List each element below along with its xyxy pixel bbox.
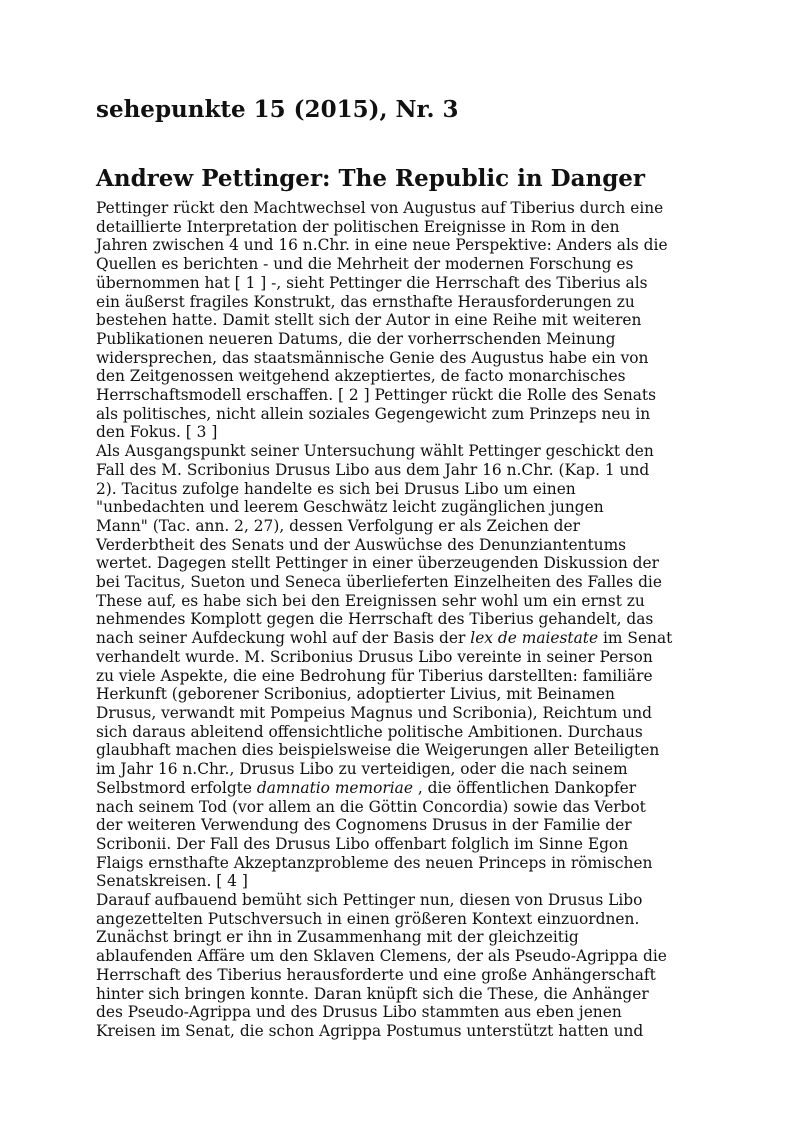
body-line: übernommen hat [ 1 ] -, sieht Pettinger die Herrschaft des Tiberius als: [96, 273, 648, 292]
body-line: glaubhaft machen dies beispielsweise die Weigerungen aller Beteiligten: [96, 741, 660, 760]
body-line: der weiteren Verwendung des Cognomens Drusus in der Familie der: [96, 816, 632, 835]
body-line: wertet. Dagegen stellt Pettinger in einer überzeugenden Diskussion der: [96, 554, 659, 573]
body-line: Mann" (Tac. ann. 2, 27), dessen Verfolgung er als Zeichen der: [96, 516, 580, 535]
body-line: Verderbtheit des Senats und der Auswüchse des Denunziantentums: [96, 535, 627, 554]
body-line: als politisches, nicht allein soziales Gegengewicht zum Prinzeps neu in: [96, 404, 651, 423]
article-title: Andrew Pettinger: The Republic in Danger: [96, 165, 646, 192]
body-line: Flaigs ernsthafte Akzeptanzprobleme des neuen Princeps in römischen: [96, 853, 653, 872]
body-line: ablaufenden Affäre um den Sklaven Clemens, der als Pseudo-Agrippa die: [96, 947, 667, 966]
body-line: Pettinger rückt den Machtwechsel von Augustus auf Tiberius durch eine: [96, 199, 664, 217]
body-line-segment: , die öffentlichen Dankopfer: [412, 778, 637, 797]
body-line: widersprechen, das staatsmännische Genie des Augustus habe ein von: [96, 348, 649, 367]
body-line: Scribonii. Der Fall des Drusus Libo offenbart folglich im Sinne Egon: [96, 834, 629, 853]
body-line: detaillierte Interpretation der politischen Ereignisse in Rom in den: [96, 217, 620, 236]
body-line: Quellen es berichten - und die Mehrheit der modernen Forschung es: [96, 255, 634, 274]
body-line: Fall des M. Scribonius Drusus Libo aus dem Jahr 16 n.Chr. (Kap. 1 und: [96, 460, 650, 479]
body-line: ein äußerst fragiles Konstrukt, das ernsthafte Herausforderungen zu: [96, 292, 635, 311]
body-line: "unbedachten und leerem Geschwätz leicht zugänglichen jungen: [96, 498, 604, 517]
journal-title: sehepunkte 15 (2015), Nr. 3: [96, 96, 459, 123]
body-line: im Jahr 16 n.Chr., Drusus Libo zu verteidigen, oder die nach seinem: [96, 760, 628, 779]
body-line-segment: im Senat: [598, 629, 673, 648]
body-line: bestehen hatte. Damit stellt sich der Autor in eine Reihe mit weiteren: [96, 311, 642, 330]
body-line: Senatskreisen. [ 4 ]: [96, 872, 248, 891]
body-line: Darauf aufbauend bemüht sich Pettinger nun, diesen von Drusus Libo: [96, 891, 643, 910]
document-page: [96, 94, 716, 1041]
body-line: zu viele Aspekte, die eine Bedrohung für Tiberius darstellten: familiäre: [96, 666, 653, 685]
body-line: Herrschaft des Tiberius herausforderte und eine große Anhängerschaft: [96, 965, 656, 984]
body-line: angezettelten Putschversuch in einen größeren Kontext einzuordnen.: [96, 909, 640, 928]
body-line: bei Tacitus, Sueton und Seneca überlieferten Einzelheiten des Falles die: [96, 573, 662, 592]
body-line: 2). Tacitus zufolge handelte es sich bei Drusus Libo um einen: [96, 479, 576, 498]
italic-term-lex-de-maiestate: lex de maiestate: [470, 629, 599, 648]
body-line: hinter sich bringen konnte. Daran knüpft sich die These, die Anhänger: [96, 984, 649, 1003]
body-line: verhandelt wurde. M. Scribonius Drusus Libo vereinte in seiner Person: [96, 647, 653, 666]
body-line: Herrschaftsmodell erschaffen. [ 2 ] Pettinger rückt die Rolle des Senats: [96, 386, 656, 405]
body-line: des Pseudo-Agrippa und des Drusus Libo stammten aus eben jenen: [96, 1003, 622, 1022]
body-line: [96, 779, 716, 798]
body-line: Jahren zwischen 4 und 16 n.Chr. in eine neue Perspektive: Anders als die: [96, 236, 668, 255]
body-line: Herkunft (geborener Scribonius, adoptierter Livius, mit Beinamen: [96, 685, 615, 704]
body-line: Zunächst bringt er ihn in Zusammenhang mit der gleichzeitig: [96, 928, 579, 947]
body-line: nehmendes Komplott gegen die Herrschaft des Tiberius gehandelt, das: [96, 610, 654, 629]
italic-term-damnatio-memoriae: damnatio memoriae: [256, 778, 413, 797]
body-line: These auf, es habe sich bei den Ereignissen sehr wohl um ein ernst zu: [96, 591, 645, 610]
article-body: [96, 199, 716, 1041]
body-line: nach seinem Tod (vor allem an die Göttin Concordia) sowie das Verbot: [96, 797, 646, 816]
body-line: den Zeitgenossen weitgehend akzeptiertes, de facto monarchisches: [96, 367, 626, 386]
body-line: Kreisen im Senat, die schon Agrippa Postumus unterstützt hatten und: [96, 1021, 644, 1040]
body-line-segment: nach seiner Aufdeckung wohl auf der Basis der: [96, 629, 471, 648]
body-line: Drusus, verwandt mit Pompeius Magnus und Scribonia), Reichtum und: [96, 703, 652, 722]
body-line-segment: Selbstmord erfolgte: [96, 778, 257, 797]
body-line: sich daraus ableitend offensichtliche politische Ambitionen. Durchaus: [96, 722, 643, 741]
body-line: Als Ausgangspunkt seiner Untersuchung wählt Pettinger geschickt den: [96, 442, 654, 461]
body-line: den Fokus. [ 3 ]: [96, 423, 218, 442]
body-line: [96, 629, 716, 648]
body-line: Publikationen neueren Datums, die der vorherrschenden Meinung: [96, 329, 616, 348]
